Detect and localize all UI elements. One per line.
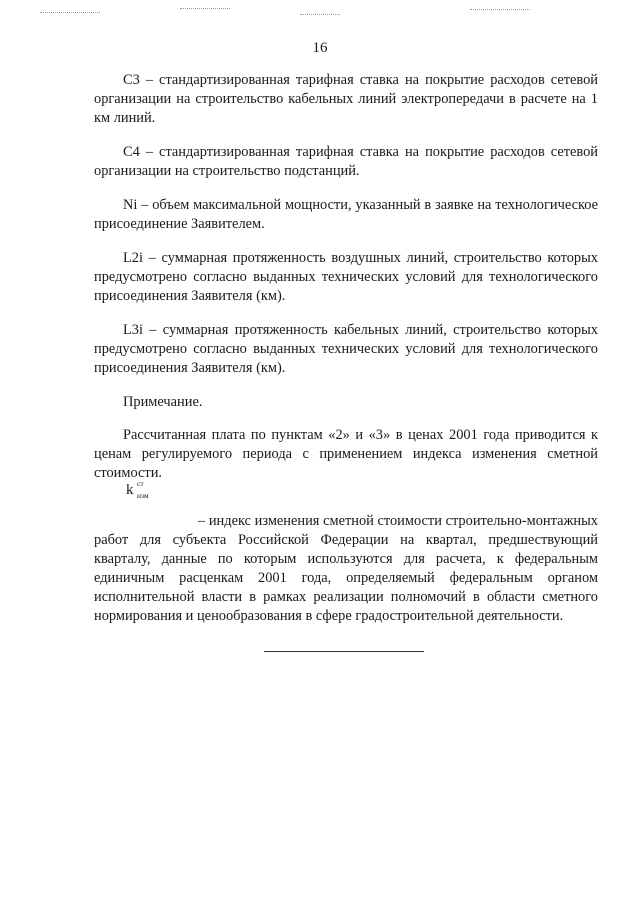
definition-l2i: L2i – суммарная протяженность воздушных линий, строительство которых предусмотрено согласно выданных технических условий для технологического присоединения Заявителя (км). <box>94 250 598 304</box>
definition-c4: С4 – стандартизированная тарифная ставка на покрытие расходов сетевой организации на строительство подстанций. <box>94 144 598 179</box>
k-symbol-subscript: изм <box>137 491 149 500</box>
k-index-symbol <box>126 479 149 500</box>
scan-artifact <box>180 8 230 9</box>
definition-ni: Ni – объем максимальной мощности, указанный в заявке на технологическое присоединение Заявителем. <box>94 197 598 232</box>
k-index-text: – индекс изменения сметной стоимости строительно-монтажных работ для субъекта Российской Федерации на квартал, предшествующий кварталу, данные по которым используются для расчета, к федеральным единичным расценкам 2001 года, определяемый федеральным органом исполнительной власти в рамках реализации полномочий в области сметного нормирования и ценообразования в сфере градостроительной деятельности. <box>94 513 598 624</box>
k-index-definition <box>94 479 598 626</box>
page-number: 16 <box>312 40 328 56</box>
note-text: Рассчитанная плата по пунктам «2» и «3» в ценах 2001 года приводится к ценам регулируемого периода с применением индекса изменения сметной стоимости. <box>94 427 598 481</box>
k-symbol-superscript: ст <box>137 479 144 488</box>
definition-l3i: L3i – суммарная протяженность кабельных линий, строительство которых предусмотрено согласно выданных технических условий для технологического присоединения Заявителя (км). <box>94 322 598 376</box>
scan-artifact <box>470 9 530 10</box>
note-heading: Примечание. <box>123 394 203 410</box>
k-symbol-base: k <box>126 482 134 498</box>
scan-artifact <box>40 12 100 13</box>
document-body <box>94 71 598 626</box>
scan-artifact <box>300 14 340 15</box>
definition-c3: С3 – стандартизированная тарифная ставка на покрытие расходов сетевой организации на строительство кабельных линий электропередачи в расчете на 1 км линий. <box>94 72 598 126</box>
end-divider-line <box>264 651 424 652</box>
